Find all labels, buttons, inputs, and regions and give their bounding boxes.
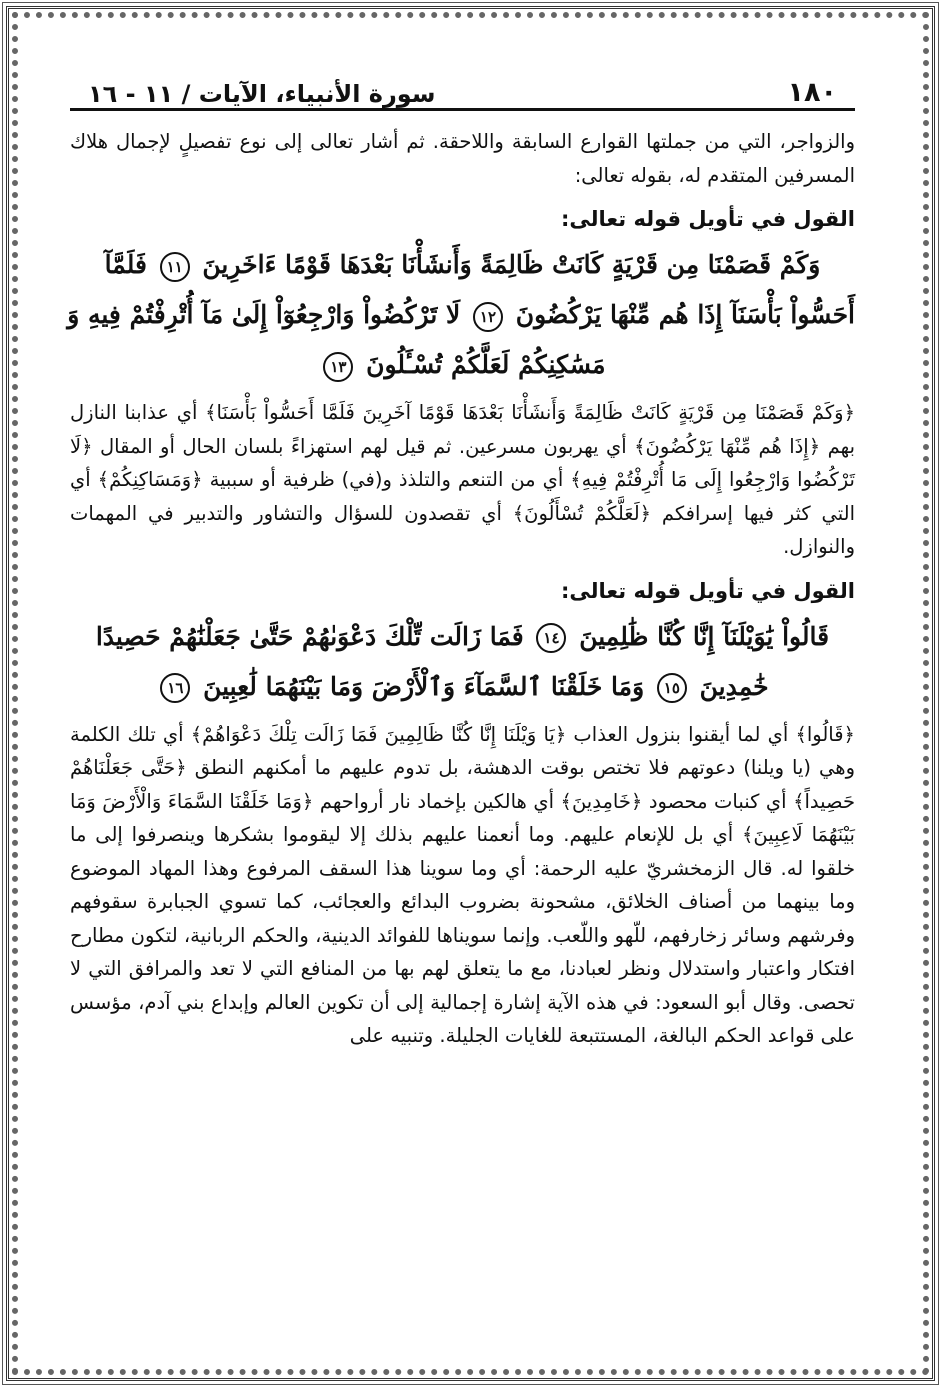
verse-text: فَلَمَّآ xyxy=(104,250,147,279)
verse-line xyxy=(70,662,855,712)
intro-paragraph: والزواجر، التي من جملتها القوارع السابقة واللاحقة. ثم أشار تعالى إلى نوع تفصيلٍ لإجمال هلاك المسرفين المتقدم له، بقوله تعالى: xyxy=(70,130,855,187)
verse-line xyxy=(70,612,855,662)
ayah-number-marker: ١١ xyxy=(160,252,190,282)
page-header xyxy=(70,62,855,111)
tafsir-paragraph: ﴿قَالُوا﴾ أي لما أيقنوا بنزول العذاب ﴿يَا وَيْلَنَا إِنَّا كُنَّا ظَالِمِينَ فَمَا زَالَت تِلْكَ دَعْوَاهُمْ﴾ أي تلك الكلمة وهي (يا ويلنا) دعوتهم فلا تختص بوقت الدهشة، بل تدوم عليهم ما أمكنهم النطق ﴿حَتَّى جَعَلْنَاهُمْ حَصِيداً﴾ أي كنبات محصود ﴿خَامِدِينَ﴾ أي هالكين بإخماد نار أرواحهم ﴿وَمَا خَلَقْنَا السَّمَاءَ وَالْأَرْضَ وَمَا بَيْنَهُمَا لَاعِبِينَ﴾ أي بل للإنعام عليهم. وما أنعمنا عليهم بذلك إلا ليقوموا بشكرها وينصرفوا إلى ما خلقوا له. قال الزمخشريّ عليه الرحمة: أي وما سوينا هذا السقف المرفوع وهذا المهاد الموضوع وما بينهما من أصناف الخلائق، مشحونة بضروب البدائع والعجائب، كما تسوي الجبابرة سقوفهم وفرشهم وسائر زخارفهم، للّهو واللّعب. وإنما سويناها للفوائد الدينية، والحكم الربانية، لتكون مطارح افتكار واعتبار واستدلال ونظر لعبادنا، مع ما يتعلق لهم بها من المنافع التي لا تعد والمرافق التي لا تحصى. وقال أبو السعود: في هذه الآية إشارة إجمالية إلى أن تكوين العالم وإبداع بني آدم، مؤسس على قواعد الحكم البالغة، المستتبعة للغايات الجليلة. وتنبيه على xyxy=(70,722,855,1047)
tafsir-block xyxy=(70,396,855,564)
book-page xyxy=(67,62,855,1327)
verse-text: أَحَسُّواْ بَأْسَنَآ إِذَا هُم مِّنْهَا يَرْكُضُونَ xyxy=(515,300,855,329)
verse-text: قَالُواْ يَٰوَيْلَنَآ إِنَّا كُنَّا ظَٰلِمِينَ xyxy=(579,621,830,651)
page-content xyxy=(67,125,855,1053)
section-heading: القول في تأويل قوله تعالى: xyxy=(561,578,855,603)
section-heading: القول في تأويل قوله تعالى: xyxy=(561,207,855,231)
verse-text: وَمَا خَلَقْنَا ٱلسَّمَآءَ وَٱلْأَرْضَ وَمَا بَيْنَهُمَا لَٰعِبِينَ xyxy=(203,671,645,701)
ayah-number-marker: ١٤ xyxy=(536,623,566,653)
verse-text: فَمَا زَالَت تِّلْكَ دَعْوَىٰهُمْ حَتَّىٰ جَعَلْنَٰهُمْ حَصِيدًا xyxy=(95,621,524,651)
tafsir-paragraph: ﴿وَكَمْ قَصَمْنَا مِن قَرْيَةٍ كَانَتْ ظَالِمَةً وَأَنشَأْنَا بَعْدَهَا قَوْمًا آخَرِينَ فَلَمَّا أَحَسُّواْ بَأْسَنَا﴾ أي عذابنا النازل بهم ﴿إِذَا هُم مِّنْهَا يَرْكُضُونَ﴾ أي يهربون مسرعين. ثم قيل لهم استهزاءً بلسان الحال أو المقال ﴿لَا تَرْكُضُوا وَارْجِعُوا إِلَى مَا أُتْرِفْتُمْ فِيهِ﴾ أي من التنعم والتلذذ و(في) ظرفية أو سببية ﴿وَمَسَاكِنِكُمْ﴾ أي التي كثر فيها إسرافكم ﴿لَعَلَّكُمْ تُسْأَلُونَ﴾ أي تقصدون للسؤال والتشاور والتدبير في المهمات والنوازل. xyxy=(70,401,855,558)
ayah-number-marker: ١٣ xyxy=(323,352,353,382)
ayah-number-marker: ١٦ xyxy=(160,673,190,703)
ayah-number-marker: ١٢ xyxy=(473,302,503,332)
verse-text: لَا تَرْكُضُواْ وَارْجِعُوٓاْ إِلَىٰ مَآ أُتْرِفْتُمْ فِيهِ وَ xyxy=(67,300,461,329)
ayah-number-marker: ١٥ xyxy=(657,673,687,703)
quran-verse-block xyxy=(70,612,855,712)
verse-line xyxy=(70,240,855,290)
quran-verse-block xyxy=(67,240,855,390)
verse-text: وَكَمْ قَصَمْنَا مِن قَرْيَةٍ كَانَتْ ظَالِمَةً وَأَنشَأْنَا بَعْدَهَا قَوْمًا ءَاخَرِينَ xyxy=(202,250,821,279)
verse-text: خَٰمِدِينَ xyxy=(699,671,769,701)
tafsir-block xyxy=(70,718,855,1053)
verse-line xyxy=(67,290,855,340)
running-title: سورة الأنبياء، الآيات / ١١ - ١٦ xyxy=(88,80,436,108)
page-number: ١٨٠ xyxy=(787,77,837,108)
verse-text: مَسَٰكِنِكُمْ لَعَلَّكُمْ تُسْـَٔلُونَ xyxy=(366,350,606,379)
verse-line xyxy=(70,340,855,390)
